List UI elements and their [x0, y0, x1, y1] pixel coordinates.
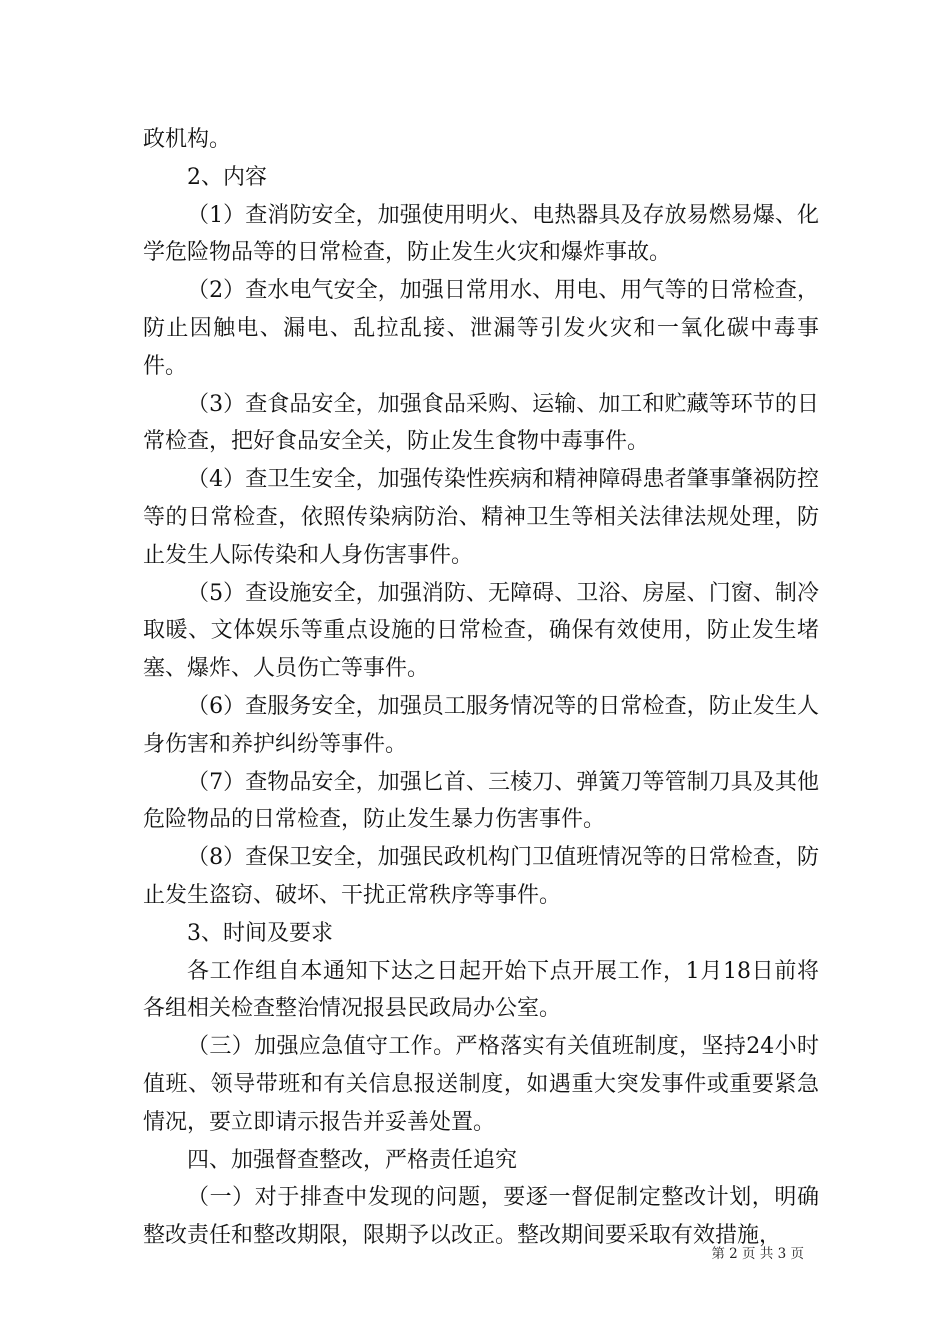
page-number: 第 2 页 共 3 页: [711, 1246, 804, 1262]
paragraph: （6）查服务安全，加强员工服务情况等的日常检查，防止发生人身伤害和养护纠纷等事件。: [143, 693, 819, 757]
section-heading: 2、内容: [187, 164, 267, 190]
paragraph: （4）查卫生安全，加强传染性疾病和精神障碍患者肇事肇祸防控等的日常检查，依照传染病防治、精神卫生等相关法律法规处理，防止发生人际传染和人身伤害事件。: [143, 467, 819, 568]
paragraph: （8）查保卫安全，加强民政机构门卫值班情况等的日常检查，防止发生盗窃、破坏、干扰正常秩序等事件。: [143, 845, 819, 908]
paragraph: （三）加强应急值守工作。严格落实有关值班制度，坚持24小时值班、领导带班和有关信息报送制度，如遇重大突发事件或重要紧急情况，要立即请示报告并妥善处置。: [143, 1034, 819, 1135]
paragraph: 政机构。: [143, 127, 232, 152]
paragraph: 各工作组自本通知下达之日起开始下点开展工作，1月18日前将各组相关检查整治情况报县民政局办公室。: [143, 958, 819, 1022]
paragraph: （1）查消防安全，加强使用明火、电热器具及存放易燃易爆、化学危险物品等的日常检查，防止发生火灾和爆炸事故。: [143, 202, 819, 266]
paragraph: （一）对于排查中发现的问题，要逐一督促制定整改计划，明确整改责任和整改期限，限期予以改正。整改期间要采取有效措施，: [143, 1185, 819, 1249]
body-text: [143, 121, 819, 1255]
paragraph: （3）查食品安全，加强食品采购、运输、加工和贮藏等环节的日常检查，把好食品安全关，防止发生食物中毒事件。: [143, 391, 819, 455]
section-heading: 3、时间及要求: [187, 920, 333, 946]
section-heading: 四、加强督查整改，严格责任追究: [187, 1147, 518, 1173]
paragraph: （5）查设施安全，加强消防、无障碍、卫浴、房屋、门窗、制冷取暖、文体娱乐等重点设施的日常检查，确保有效使用，防止发生堵塞、爆炸、人员伤亡等事件。: [143, 580, 819, 682]
paragraph: （7）查物品安全，加强匕首、三棱刀、弹簧刀等管制刀具及其他危险物品的日常检查，防止发生暴力伤害事件。: [143, 769, 819, 833]
paragraph: （2）查水电气安全，加强日常用水、用电、用气等的日常检查，防止因触电、漏电、乱拉乱接、泄漏等引发火灾和一氧化碳中毒事件。: [143, 278, 819, 379]
